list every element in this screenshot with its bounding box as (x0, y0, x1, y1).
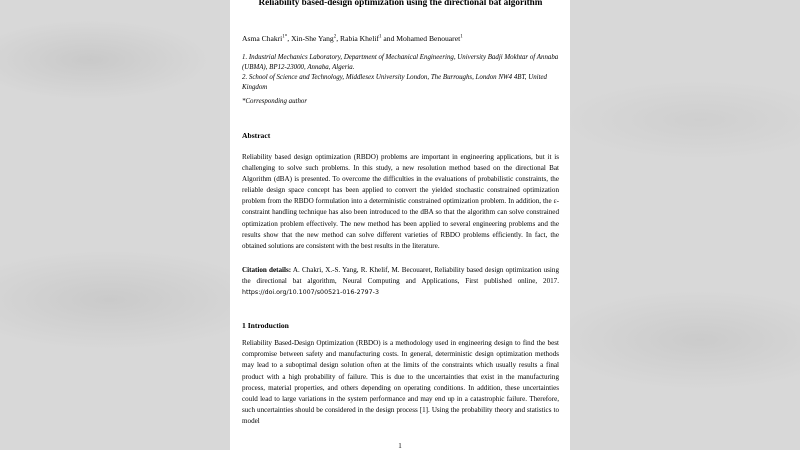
author-affiliation-mark: 1 (379, 34, 382, 40)
citation-text: A. Chakri, X.-S. Yang, R. Khelif, M. Becouaret, Reliability based design optimization using the directional bat algorithm, Neural Computing and Applications, First published online, 2017. (242, 266, 559, 286)
document-page (230, 0, 570, 450)
affiliation-2: 2. School of Science and Technology, Middlesex University London, The Burroughs, London NW4 4BT, United Kingdom (242, 74, 548, 91)
page-number: 1 (398, 442, 402, 450)
author-name: Rabia Khelif (340, 34, 380, 43)
introduction-heading: 1 Introduction (242, 321, 289, 330)
author-name: Xin-She Yang (291, 34, 334, 43)
introduction-text: Reliability Based-Design Optimization (RBDO) is a methodology used in engineering design to find the best compromise between safety and manufacturing costs. In general, deterministic design optimization methods may lead to a suboptimal design solution often at the limits of the constraints which usually results a final product with a high probability of failure. This is due to the uncertainties that exist in the manufacturing process, material properties, and others depending on operating conditions. In addition, these uncertainties could lead to large variations in the system performance and may end up in a catastrophic failure. Therefore, such uncertainties should be considered in the design process [1]. Using the probability theory and statistics to model (242, 339, 559, 426)
affiliation-1: 1. Industrial Mechanics Laboratory, Department of Mechanical Engineering, University Badji Mokhtar of Annaba (UBMA), BP12-23000, Annaba, Algeria. (242, 54, 559, 71)
author-affiliation-mark: 1 (460, 34, 463, 40)
author-name: Mohamed Benouaret (396, 34, 461, 43)
author-affiliation-mark: 1* (282, 34, 288, 40)
corresponding-author-note: *Corresponding author (242, 98, 308, 105)
citation-details (242, 265, 559, 298)
author-name: Asma Chakri (242, 34, 283, 43)
paper-title: Reliability based-design optimization using the directional bat algorithm (258, 0, 543, 7)
doi-link[interactable]: https://doi.org/10.1007/s00521-016-2797-3 (242, 289, 379, 297)
abstract-text: Reliability based design optimization (RBDO) problems are important in engineering applications, but it is challenging to solve such problems. In this study, a new resolution method based on the directional Bat Algorithm (dBA) is presented. To overcome the difficulties in the evaluations of probabilistic constraints, the reliable design space concept has been applied to convert the yielded stochastic constrained optimization problem from the RBDO formulation into a deterministic constrained optimization problem. In addition, the ε-constraint handling technique has also been introduced to the dBA so that the algorithm can solve constrained optimization problem effectively. The new method has been applied to several engineering problems and the results show that the new method can solve different varieties of RBDO problems efficiently. In fact, the obtained solutions are consistent with the best results in the literature. (242, 153, 559, 250)
author-list: Asma Chakri$^{1*}$, Xin-She Yang$^2$, Rabia Khelif$^1$ and Mohamed Benouaret$^1$ (242, 34, 463, 43)
author-affiliation-mark: 2 (333, 34, 337, 40)
citation-label: Citation details: (242, 266, 292, 274)
abstract-heading: Abstract (242, 131, 271, 140)
